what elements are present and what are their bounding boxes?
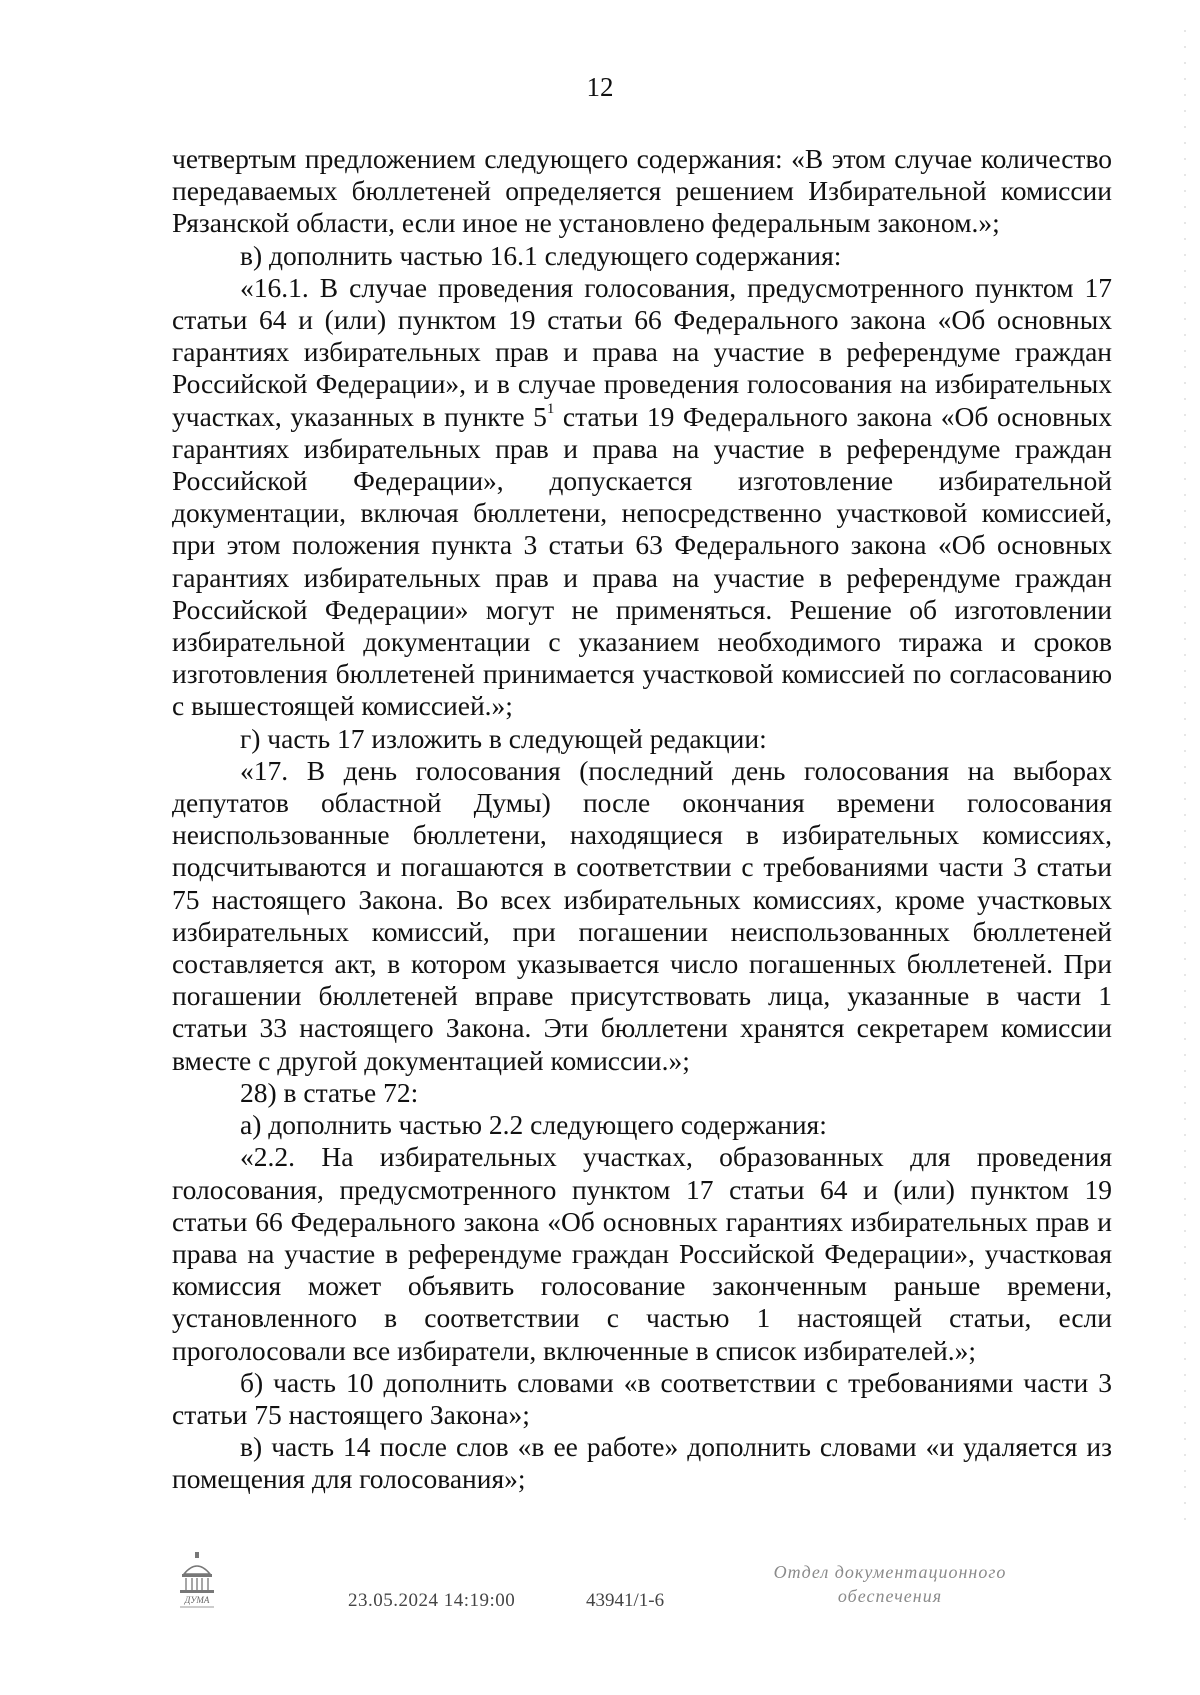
paragraph: четвертым предложением следующего содержания: «В этом случае количество передаваемых бюллетеней определяется решением Избирательной комиссии Рязанской области, если иное не установлено федеральным законом.»; [172, 143, 1112, 239]
paragraph [172, 272, 1112, 723]
document-datetime: 23.05.2024 14:19:00 [348, 1590, 516, 1611]
duma-emblem-icon [176, 1552, 218, 1610]
paragraph: в) дополнить частью 16.1 следующего содержания: [240, 239, 842, 271]
paragraph-text: «16.1. В случае проведения голосования, предусмотренного пунктом 17 статьи 64 и (или) пунктом 19 статьи 66 Федерального закона «Об основных гарантиях избирательных прав и права на участие в референдуме граждан Российской Федерации», и в случае проведения голосования на избирательных участках, указанных в пункте 5 [172, 271, 1112, 432]
stamp-line: Отдел документационного [773, 1562, 1007, 1582]
svg-text:ДУМА: ДУМА [184, 1595, 210, 1605]
stamp-line: обеспечения [837, 1586, 943, 1606]
paragraph: 28) в статье 72: [240, 1076, 419, 1108]
document-body [172, 143, 1112, 1496]
paragraph: «17. В день голосования (последний день голосования на выборах депутатов областной Думы) после окончания времени голосования неиспользованные бюллетени, находящиеся в избирательных комиссиях, подсчитываются и погашаются в соответствии с требованиями части 3 статьи 75 настоящего Закона. Во всех избирательных комиссиях, кроме участковых избирательных комиссий, при погашении неиспользованных бюллетеней составляется акт, в котором указывается число погашенных бюллетеней. При погашении бюллетеней вправе присутствовать лица, указанные в части 1 статьи 33 настоящего Закона. Эти бюллетени хранятся секретарем комиссии вместе с другой документацией комиссии.»; [172, 754, 1112, 1076]
paragraph-text: статьи 19 Федерального закона «Об основных гарантиях избирательных прав и права на участие в референдуме граждан Российской Федерации», допускается изготовление избирательной документации, включая бюллетени, непосредственно участковой комиссией, при этом положения пункта 3 статьи 63 Федерального закона «Об основных гарантиях избирательных прав и права на участие в референдуме граждан Российской Федерации» могут не применяться. Решение об изготовлении избирательной документации с указанием необходимого тиража и сроков изготовления бюллетеней принимается участковой комиссией по согласованию с вышестоящей комиссией.»; [172, 400, 1112, 722]
page-number: 12 [586, 72, 614, 102]
paragraph: в) часть 14 после слов «в ее работе» дополнить словами «и удаляется из помещения для голосования»; [172, 1431, 1112, 1495]
paragraph: «2.2. На избирательных участках, образованных для проведения голосования, предусмотренного пунктом 17 статьи 64 и (или) пунктом 19 статьи 66 Федерального закона «Об основных гарантиях избирательных прав и права на участие в референдуме граждан Российской Федерации», участковая комиссия может объявить голосование законченным раньше времени, установленного в соответствии с частью 1 настоящей статьи, если проголосовали все избиратели, включенные в список избирателей.»; [172, 1141, 1112, 1366]
paragraph: г) часть 17 изложить в следующей редакции: [240, 722, 767, 754]
superscript: 1 [546, 401, 555, 418]
paragraph: а) дополнить частью 2.2 следующего содержания: [240, 1109, 827, 1141]
scan-edge-marks [1182, 30, 1188, 1530]
paragraph: б) часть 10 дополнить словами «в соответствии с требованиями части 3 статьи 75 настоящего Закона»; [172, 1366, 1112, 1430]
registration-number: 43941/1-6 [586, 1590, 665, 1611]
department-stamp [740, 1560, 1040, 1608]
